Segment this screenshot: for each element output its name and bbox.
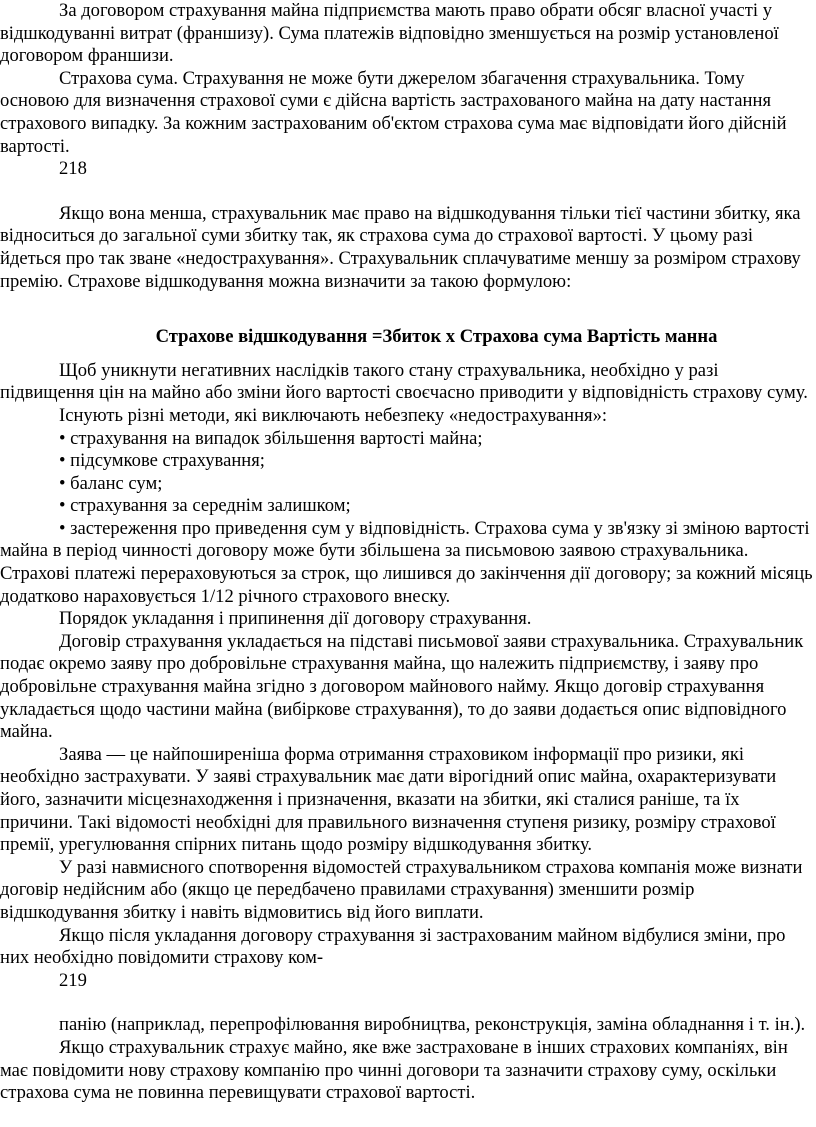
- paragraph-contract-application: Договір страхування укладається на підставі письмової заяви страхувальника. Страхувальник подає окремо заяву про добровільне страхування майна, що належить підприємству, і заяву про добровільне страхування майна згідно з договором майнового найму. Якщо договір страхування укладається щодо частини майна (вибіркове страхування), то до заяви додається опис відповідного майна.: [0, 630, 804, 743]
- spacer: [0, 349, 813, 360]
- paragraph-company-continuation: панію (наприклад, перепрофілювання виробництва, реконструкція, заміна обладнання і т. ін.).: [59, 1014, 806, 1036]
- paragraph-franchise: За договором страхування майна підприємства мають право обрати обсяг власної участі у відшкодуванні витрат (франшизу). Сума платежів відповідно зменшується на розмір установленої договором франшизи.: [0, 0, 779, 67]
- formula-line: Страхове відшкодування =Збиток х Страхова сума Вартість манна: [155, 326, 718, 348]
- paragraph-changes-notify: Якщо після укладання договору страхування зі застрахованим майном відбулися зміни, про них необхідно повідомити страхову ком-: [0, 924, 786, 969]
- page-number-219: 219: [59, 969, 87, 991]
- paragraph-double-insurance: Якщо страхувальник страхує майно, яке вже застраховане в інших страхових компаніях, він має повідомити нову страхову компанію про чинні договори та зазначити страхову суму, оскільки страхова сума не повинна перевищувати страхової вартості.: [0, 1036, 788, 1104]
- paragraph-avoid-consequences: Щоб уникнути негативних наслідків такого стану страхувальника, необхідно у разі підвищення цін на майно або зміни його вартості своєчасно приводити у відповідність страхову суму.: [0, 359, 808, 404]
- bullet-item: • підсумкове страхування;: [59, 450, 265, 472]
- bullet-item: • баланс сум;: [59, 472, 163, 494]
- paragraph-contract-order: Порядок укладання і припинення дії договору страхування.: [59, 608, 532, 630]
- spacer: [0, 992, 813, 1014]
- bullet-item: • страхування за середнім залишком;: [59, 495, 351, 517]
- paragraph-insured-sum: Страхова сума. Страхування не може бути джерелом збагачення страхувальника. Тому основою для визначення страхової суми є дійсна вартість застрахованого майна на дату настання страхового випадку. За кожним застрахованим об'єктом страхова сума має відповідати його дійсній вартості.: [0, 67, 787, 157]
- bullet-item: • страхування на випадок збільшення вартості майна;: [59, 427, 483, 449]
- paragraph-underinsurance: Якщо вона менша, страхувальник має право на відшкодування тільки тієї частини збитку, яка відноситься до загальної суми збитку так, як страхова сума до страхової вартості. У цьому разі йдеться про так зване «недострахування». Страхувальник сплачуватиме меншу за розміром страхову премію. Страхове відшкодування можна визначити за такою формулою:: [0, 202, 801, 292]
- paragraph-falsification: У разі навмисного спотворення відомостей страхувальником страхова компанія може визнати договір недійсним або (якщо це передбачено правилами страхування) зменшити розмір відшкодування збитку і навіть відмовитись від його виплати.: [0, 856, 803, 923]
- paragraph-application-form: Заява — це найпоширеніша форма отримання страховиком інформації про ризики, які необхідно застрахувати. У заяві страхувальник має дати вірогідний опис майна, охарактеризувати його, зазначити місцезнаходження і призначення, вказати на збитки, які сталися раніше, та їх причини. Такі відомості необхідні для правильного визначення ступеня ризику, розміру страхової премії, урегулювання спірних питань щодо розміру відшкодування збитку.: [0, 743, 777, 856]
- bullet-item: • застереження про приведення сум у відповідність. Страхова сума у зв'язку зі зміною вартості майна в період чинності договору може бути збільшена за письмовою заявою страхувальника. Страхові платежі перераховуються за строк, що лишився до закінчення дії договору; за кожний місяць додатково нараховується 1/12 річного страхового внеску.: [0, 517, 813, 607]
- paragraph-methods-intro: Існують різні методи, які виключають небезпеку «недострахування»:: [59, 404, 608, 426]
- page-number-218: 218: [59, 158, 87, 180]
- spacer: [0, 181, 813, 203]
- spacer: [0, 293, 813, 326]
